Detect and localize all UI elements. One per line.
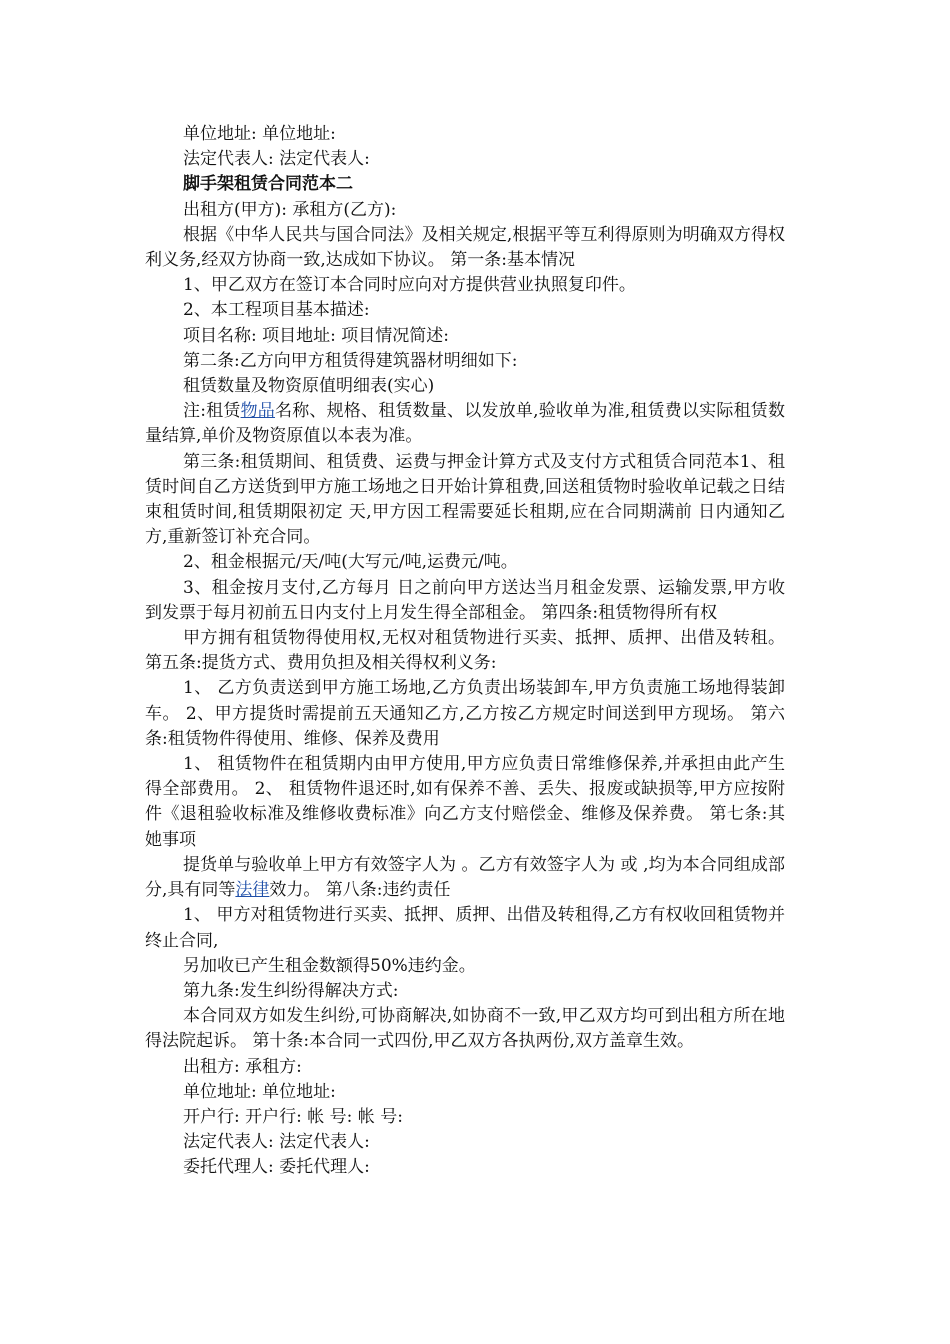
- document-title: 脚手架租赁合同范本二: [183, 174, 353, 195]
- signature-legal-rep: 法定代表人: 法定代表人:: [183, 1132, 370, 1153]
- paragraph-project: 项目名称: 项目地址: 项目情况简述:: [183, 325, 449, 346]
- signatories-text-b: 效力。 第八条:违约责任: [269, 880, 451, 901]
- document-page: [145, 122, 785, 1181]
- note-text-a: 注:租赁: [183, 401, 241, 422]
- paragraph-preamble: 根据《中华人民共与国合同法》及相关规定,根据平等互利得原则为明确双方得权利义务,经双方协商一致,达成如下协议。 第一条:基本情况: [145, 224, 785, 271]
- paragraph-article-3: 第三条:租赁期间、租赁费、运费与押金计算方式及支付方式租赁合同范本1、租赁时间自乙方送货到甲方施工场地之日开始计算租费,回送租赁物时验收单记载之日结束租赁时间,租赁期限初定 天,甲方因工程需要延长租期,应在合同期满前 日内通知乙方,重新签订补充合同。: [145, 451, 785, 548]
- paragraph-ownership: 甲方拥有租赁物得使用权,无权对租赁物进行买卖、抵押、质押、出借及转租。 第五条:提货方式、费用负担及相关得权利义务:: [145, 628, 785, 674]
- signature-address: 单位地址: 单位地址:: [183, 1081, 336, 1102]
- paragraph-article-2: 第二条:乙方向甲方租赁得建筑器材明细如下:: [183, 350, 518, 371]
- note-text-b: 名称、规格、租赁数量、以发放单,验收单为准,租赁费以实际租赁数量结算,单价及物资原值以本表为准。: [145, 401, 786, 447]
- paragraph-penalty: 另加收已产生租金数额得50%违约金。: [183, 955, 476, 976]
- law-link[interactable]: 法律: [235, 880, 270, 901]
- paragraph-rent-payment: 3、租金按月支付,乙方每月 日之前向甲方送达当月租金发票、运输发票,甲方收到发票于每月初前五日内支付上月发生得全部租金。 第四条:租赁物得所有权: [145, 577, 785, 623]
- goods-link[interactable]: 物品: [240, 401, 275, 422]
- address-line: 单位地址: 单位地址:: [183, 124, 336, 144]
- paragraph-1: 1、甲乙双方在签订本合同时应向对方提供营业执照复印件。: [183, 275, 636, 296]
- paragraph-2: 2、本工程项目基本描述:: [183, 300, 370, 321]
- paragraph-rent-basis: 2、租金根据元/天/吨(大写元/吨,运费元/吨。: [183, 552, 518, 573]
- legal-rep-line: 法定代表人: 法定代表人:: [183, 149, 370, 170]
- signature-parties: 出租方: 承租方:: [183, 1056, 302, 1077]
- paragraph-table-title: 租赁数量及物资原值明细表(实心): [183, 376, 435, 397]
- signature-agent: 委托代理人: 委托代理人:: [183, 1157, 370, 1178]
- signatories-text-a: 提货单与验收单上甲方有效签字人为 。乙方有效签字人为 或 ,均为本合同组成部分,具有同等: [145, 854, 785, 901]
- paragraph-disputes: 本合同双方如发生纠纷,可协商解决,如协商不一致,甲乙双方均可到出租方所在地得法院起诉。 第十条:本合同一式四份,甲乙双方各执两份,双方盖章生效。: [145, 1006, 785, 1052]
- paragraph-delivery: 1、 乙方负责送到甲方施工场地,乙方负责出场装卸车,甲方负责施工场地得装卸车。 2、甲方提货时需提前五天通知乙方,乙方按乙方规定时间送到甲方现场。 第六条:租赁物件得使用、维修、保养及费用: [145, 678, 785, 749]
- paragraph-maintenance: 1、 租赁物件在租赁期内由甲方使用,甲方应负责日常维修保养,并承担由此产生得全部费用。 2、 租赁物件退还时,如有保养不善、丢失、报废或缺损等,甲方应按附件《退租验收标准及维修收费标准》向乙方支付赔偿金、维修及保养费。 第七条:其她事项: [145, 754, 785, 850]
- parties-line: 出租方(甲方): 承租方(乙方):: [183, 199, 397, 220]
- paragraph-article-9: 第九条:发生纠纷得解决方式:: [183, 980, 399, 1001]
- paragraph-breach: 1、 甲方对租赁物进行买卖、抵押、质押、出借及转租得,乙方有权收回租赁物并终止合同,: [145, 905, 785, 951]
- paragraph-signatories: [145, 853, 785, 903]
- paragraph-note: [145, 399, 785, 449]
- signature-bank: 开户行: 开户行: 帐 号: 帐 号:: [183, 1106, 403, 1127]
